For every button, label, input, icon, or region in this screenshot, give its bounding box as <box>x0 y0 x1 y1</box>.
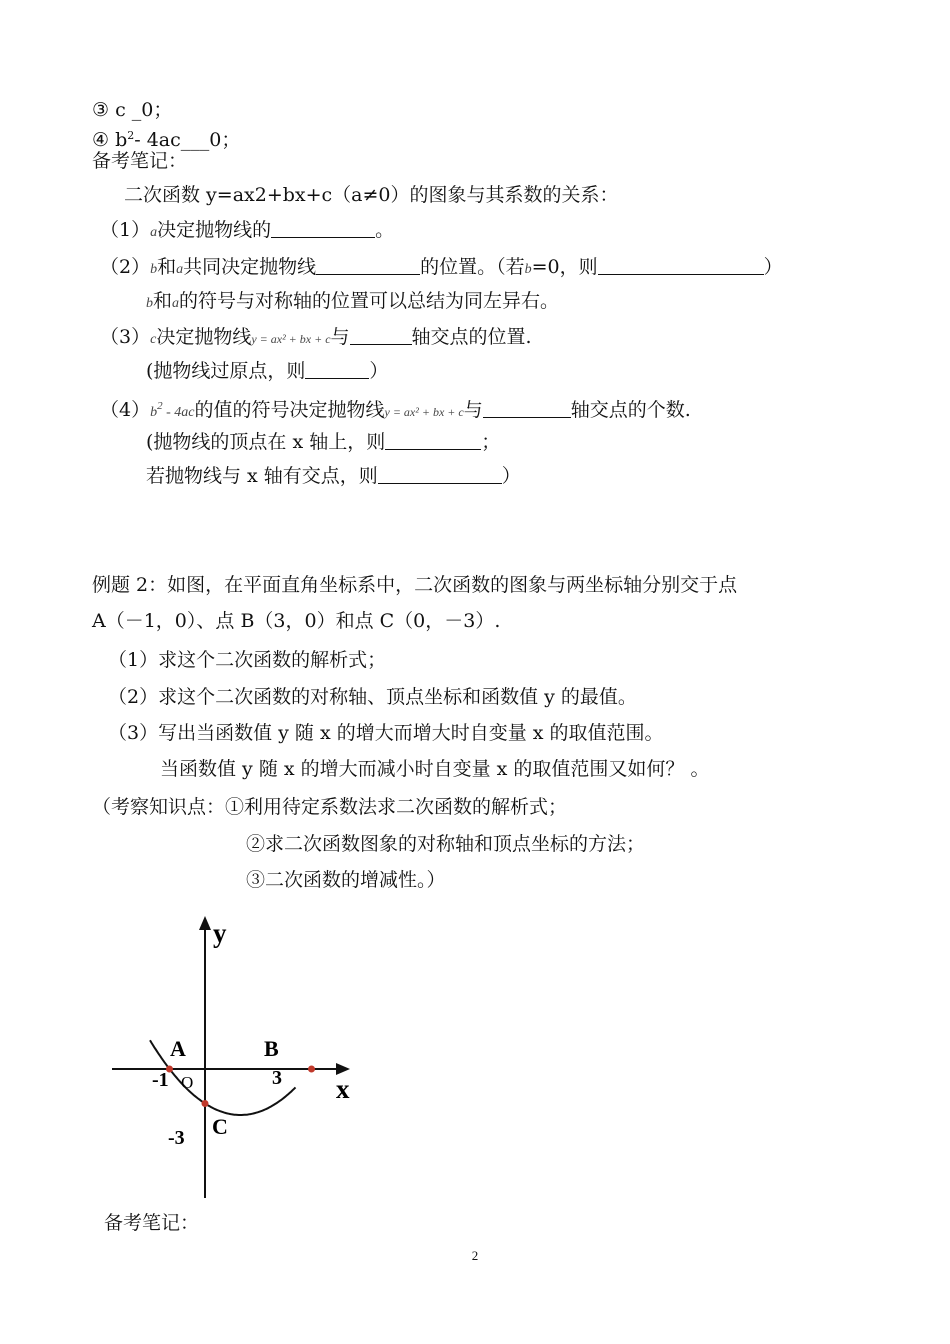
parabola-graph <box>100 910 370 1205</box>
blank-5[interactable] <box>305 360 369 379</box>
text-4b: 与 <box>463 399 483 421</box>
note-item-1 <box>100 218 394 245</box>
text-2: 共同决定抛物线 <box>183 256 317 278</box>
var-a: a <box>176 262 184 277</box>
formula-discriminant: b <box>150 405 158 420</box>
example-2-question-1: （1）求这个二次函数的解析式； <box>108 649 387 671</box>
notes-heading-bottom: 备考笔记： <box>104 1212 200 1234</box>
note-item-2-line2 <box>146 289 559 316</box>
text-3c: 轴交点的位置. <box>411 326 532 348</box>
formula-discriminant-sup: 2 <box>157 400 163 412</box>
note-item-4 <box>100 394 691 425</box>
x-axis-label: x <box>336 1074 350 1104</box>
label-2: （2） <box>100 256 151 278</box>
example-2-question-2: （2）求这个二次函数的对称轴、顶点坐标和函数值 y 的最值。 <box>108 686 637 708</box>
question-discriminant-sign <box>92 124 240 152</box>
page-number: 2 <box>471 1248 479 1263</box>
var-a: a <box>150 225 158 240</box>
y-axis-label: y <box>213 918 227 948</box>
label-4: （4） <box>100 399 151 421</box>
knowledge-points-1: （考察知识点：①利用待定系数法求二次函数的解析式； <box>92 796 568 818</box>
q4-prefix: ④ b <box>92 129 128 151</box>
example-2-points: A（－1，0）、点 B（3，0）和点 C（0，－3）. <box>92 610 501 632</box>
point-b-label: B <box>264 1036 279 1061</box>
point-c-label: C <box>212 1114 228 1139</box>
text-3-end: ） <box>369 360 389 382</box>
knowledge-points-2: ②求二次函数图象的对称轴和顶点坐标的方法； <box>246 833 646 855</box>
tick-label-3: 3 <box>272 1067 282 1089</box>
formula-parabola: y = ax² + bx + c <box>251 332 331 346</box>
label-1: （1） <box>100 219 151 241</box>
blank-4[interactable] <box>350 326 412 345</box>
text-3b: 与 <box>330 326 350 348</box>
point-a-label: A <box>170 1036 186 1061</box>
formula-discriminant-rest: - 4ac <box>162 405 195 420</box>
formula-parabola: y = ax² + bx + c <box>384 405 464 419</box>
text-1: 决定抛物线的 <box>157 219 272 241</box>
note-item-3 <box>100 325 532 352</box>
text-2-rule: 的符号与对称轴的位置可以总结为同左异右。 <box>179 290 560 312</box>
note-item-4-line3 <box>146 464 521 488</box>
blank-8[interactable] <box>378 465 502 484</box>
notes-heading-top: 备考笔记： <box>92 150 188 172</box>
text-4-intersect: 若抛物线与 x 轴有交点，则 <box>146 465 378 487</box>
text-4c: 轴交点的个数. <box>570 399 691 421</box>
tick-label-neg3: -3 <box>168 1127 185 1149</box>
var-c: c <box>150 332 157 347</box>
text-4-end: ） <box>501 465 521 487</box>
blank-3[interactable] <box>598 256 764 275</box>
notes-intro: 二次函数 y=ax2+bx+c（a≠0）的图象与其系数的关系： <box>124 184 619 206</box>
example-2-question-3: （3）写出当函数值 y 随 x 的增大而增大时自变量 x 的取值范围。 <box>108 722 664 744</box>
question-c-sign: ③ c _0； <box>92 99 173 121</box>
text-4-vertex: (抛物线的顶点在 x 轴上，则 <box>146 431 386 453</box>
var-b: b <box>150 262 158 277</box>
blank-6[interactable] <box>483 399 571 418</box>
text-and: 和 <box>157 256 177 278</box>
blank-2[interactable] <box>316 256 420 275</box>
blank-7[interactable] <box>385 431 481 450</box>
point-c-marker <box>202 1100 209 1107</box>
text-3-origin: (抛物线过原点，则 <box>146 360 306 382</box>
example-2-statement: 例题 2：如图，在平面直角坐标系中，二次函数的图象与两坐标轴分别交于点 <box>92 574 738 596</box>
text-3: 决定抛物线 <box>156 326 252 348</box>
text-2-end: ） <box>763 256 783 278</box>
y-axis-arrow <box>199 916 211 930</box>
note-item-4-line2 <box>146 430 500 454</box>
text-4: 的值的符号决定抛物线 <box>194 399 385 421</box>
var-b: b <box>524 262 532 277</box>
q4-suffix: - 4ac___0； <box>134 129 241 151</box>
var-a: a <box>172 296 180 311</box>
tick-label-neg1: -1 <box>152 1069 169 1091</box>
text-2b: 的位置。（若 <box>420 256 525 278</box>
point-b-marker <box>308 1066 315 1073</box>
example-2-question-3b: 当函数值 y 随 x 的增大而减小时自变量 x 的取值范围又如何？ 。 <box>160 758 710 780</box>
q4-superscript: 2 <box>127 129 135 142</box>
note-item-3-line2 <box>146 359 388 383</box>
note-item-2 <box>100 255 783 282</box>
var-b: b <box>146 296 153 311</box>
text-2c: =0，则 <box>531 256 598 278</box>
blank-1[interactable] <box>271 219 375 238</box>
label-3: （3） <box>100 326 151 348</box>
text-4-semicolon: ； <box>481 431 501 453</box>
text-1-end: 。 <box>375 219 395 241</box>
origin-label: O <box>181 1073 194 1092</box>
text-and: 和 <box>153 290 173 312</box>
knowledge-points-3: ③二次函数的增减性。） <box>246 869 446 891</box>
